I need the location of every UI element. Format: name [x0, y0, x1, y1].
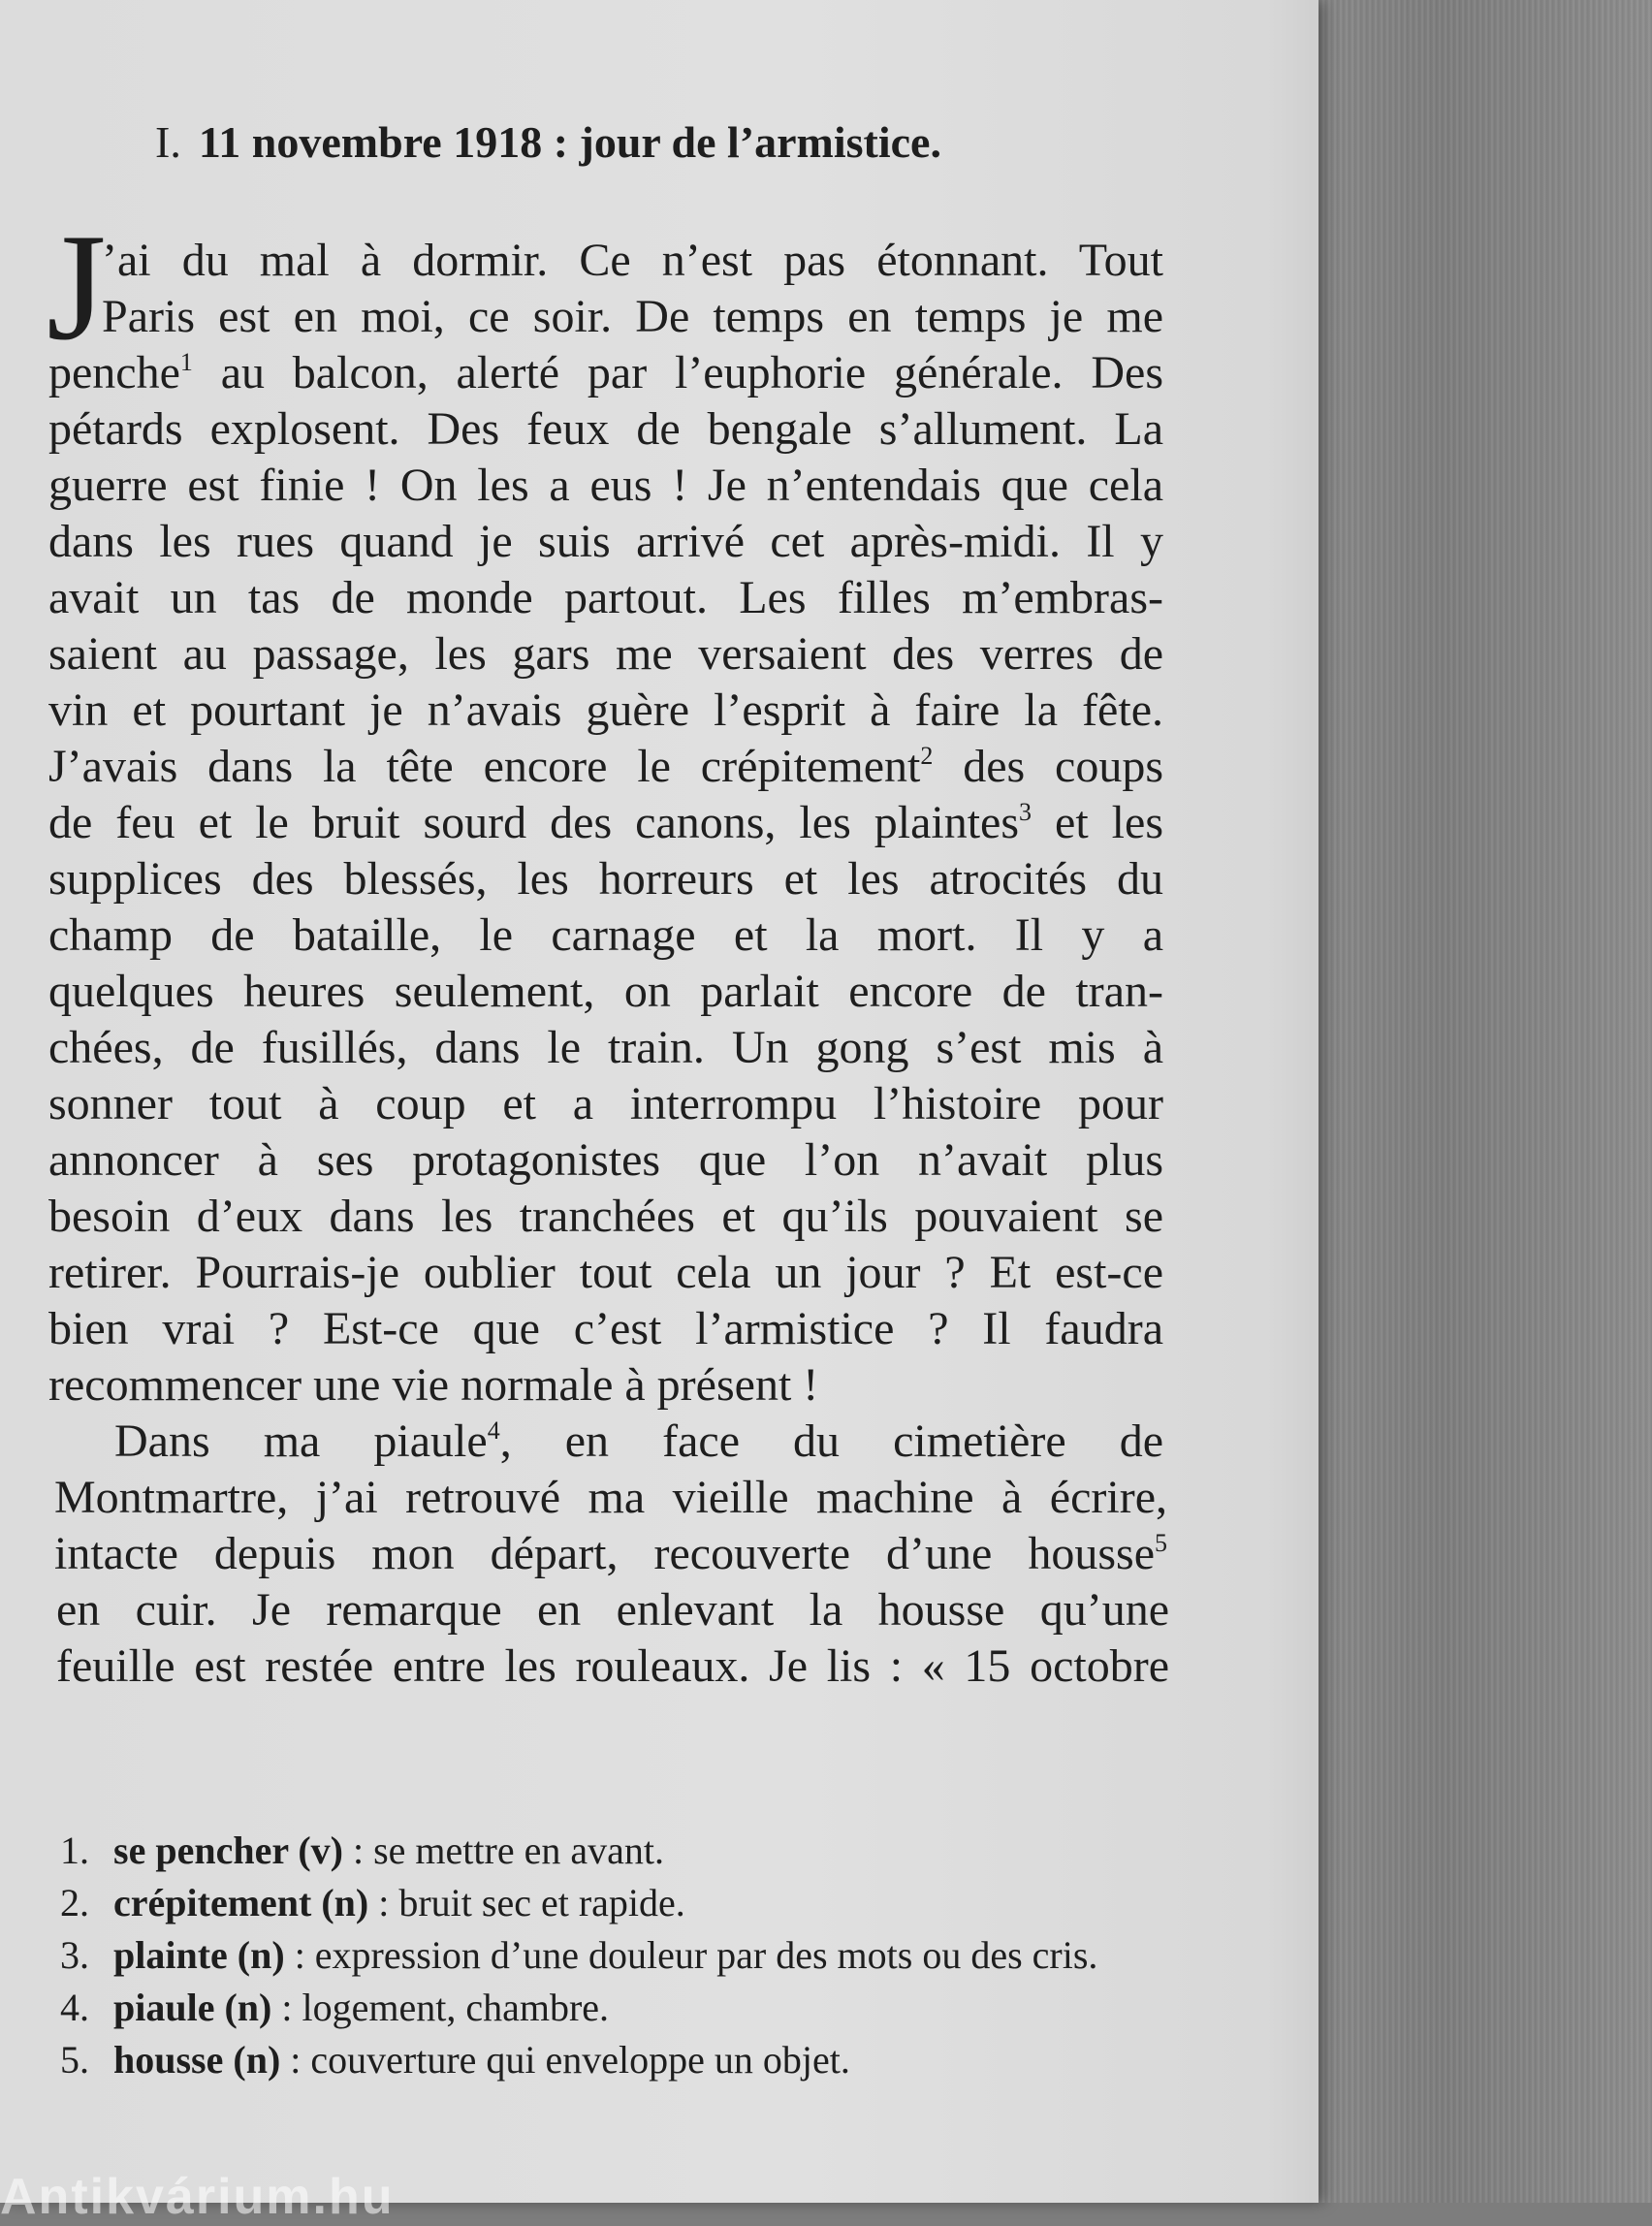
text-line: retirer. Pourrais-je oublier tout cela un jour ? Et est-ce: [48, 1247, 1163, 1298]
text-line: recommencer une vie normale à présent !: [48, 1359, 819, 1411]
drop-cap: J: [47, 203, 107, 372]
footnote-item: 2. crépitement (n) : bruit sec et rapide.: [60, 1881, 685, 1924]
footnote-ref: 3: [1019, 798, 1032, 826]
text-line: pétards explosent. Des feux de bengale s’allument. La: [48, 403, 1163, 455]
footnote-item: 5. housse (n) : couverture qui enveloppe un objet.: [60, 2038, 850, 2082]
text-line: champ de bataille, le carnage et la mort. Il y a: [48, 909, 1163, 961]
footnote-ref: 5: [1155, 1529, 1167, 1557]
chapter-title: [155, 116, 941, 168]
text-line: J’avais dans la tête encore le crépitement$^2$ des coups: [48, 741, 1163, 792]
text-line: vin et pourtant je n’avais guère l’esprit à faire la fête.: [48, 684, 1163, 736]
text-line: de feu et le bruit sourd des canons, les plaintes$^3$ et les: [48, 797, 1163, 848]
text-line: besoin d’eux dans les tranchées et qu’ils pouvaient se: [48, 1191, 1163, 1242]
footnote-ref: 4: [487, 1416, 500, 1445]
footnotes-list: [60, 1825, 1204, 2086]
text-line: supplices des blessés, les horreurs et les atrocités du: [48, 853, 1163, 905]
text-line: annoncer à ses protagonistes que l’on n’avait plus: [48, 1134, 1163, 1186]
text-line: intacte depuis mon départ, recouverte d’une housse$^5$: [54, 1528, 1167, 1579]
chapter-number: I.: [155, 117, 181, 167]
text-line: saient au passage, les gars me versaient des verres de: [48, 628, 1163, 680]
text-line: ’ai du mal à dormir. Ce n’est pas étonnant. Tout: [102, 235, 1163, 286]
footnote-ref: 1: [179, 348, 193, 376]
text-line: feuille est restée entre les rouleaux. Je lis : « 15 octobre: [56, 1640, 1169, 1692]
text-line: en cuir. Je remarque en enlevant la housse qu’une: [56, 1584, 1169, 1636]
footnote-item: 1. se pencher (v) : se mettre en avant.: [60, 1828, 664, 1872]
text-line: avait un tas de monde partout. Les filles m’embras-: [48, 572, 1163, 623]
footnote-item: 4. piaule (n) : logement, chambre.: [60, 1986, 610, 2029]
watermark: Antikvárium.hu: [0, 2169, 395, 2225]
text-line: chées, de fusillés, dans le train. Un gong s’est mis à: [48, 1022, 1163, 1073]
text-line: Montmartre, j’ai retrouvé ma vieille machine à écrire,: [54, 1472, 1167, 1523]
text-line: penche$^1$ au balcon, alerté par l’euphorie générale. Des: [48, 347, 1163, 398]
text-line: Paris est en moi, ce soir. De temps en temps je me: [102, 291, 1163, 342]
chapter-title-text: 11 novembre 1918 : jour de l’armistice.: [198, 117, 941, 167]
background-surface: [1299, 0, 1652, 2203]
text-line: guerre est finie ! On les a eus ! Je n’entendais que cela: [48, 460, 1163, 511]
footnote-ref: 2: [920, 742, 934, 770]
text-line: Dans ma piaule$^4$, en face du cimetière de: [114, 1415, 1163, 1467]
text-line: bien vrai ? Est-ce que c’est l’armistice ? Il faudra: [48, 1303, 1163, 1354]
text-line: quelques heures seulement, on parlait encore de tran-: [48, 966, 1163, 1017]
text-line: dans les rues quand je suis arrivé cet après-midi. Il y: [48, 516, 1163, 567]
text-line: sonner tout à coup et a interrompu l’histoire pour: [48, 1078, 1163, 1129]
footnote-item: 3. plainte (n) : expression d’une douleur par des mots ou des cris.: [60, 1933, 1098, 1977]
